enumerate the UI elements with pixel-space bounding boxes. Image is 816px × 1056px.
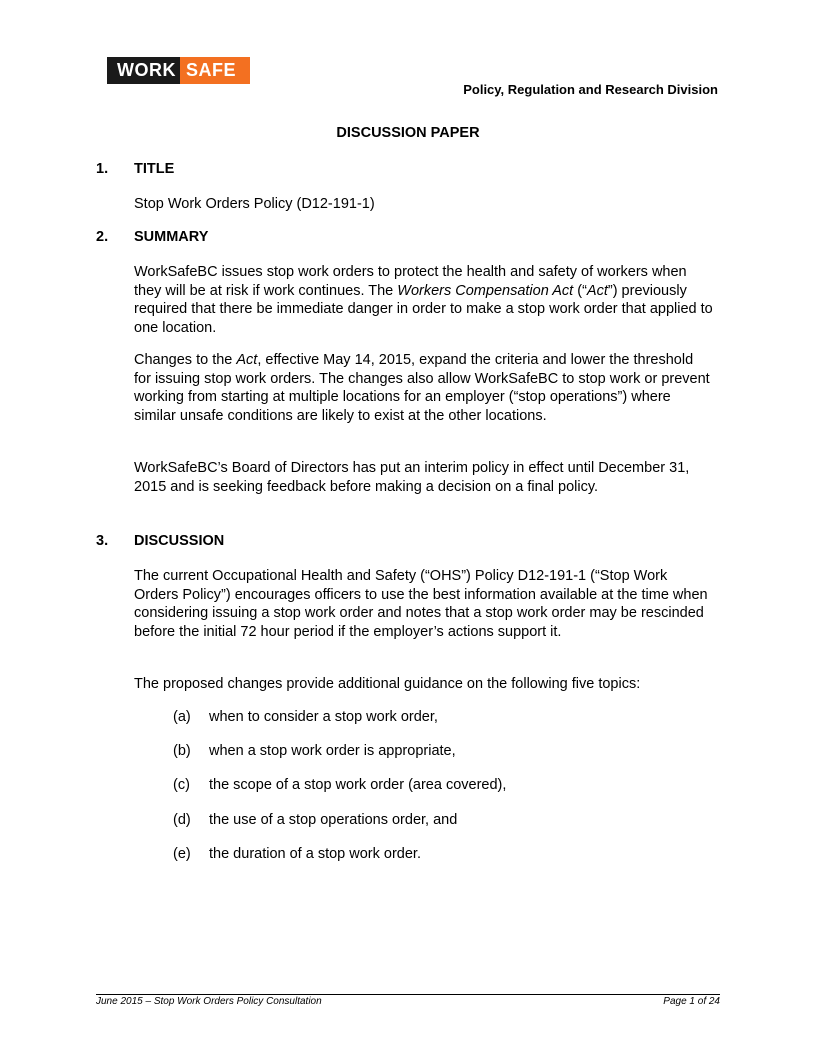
list-item xyxy=(173,812,457,828)
section-number: 1. xyxy=(96,161,109,177)
act-short: Act xyxy=(586,282,608,299)
text-run: (“ xyxy=(573,282,587,299)
list-item xyxy=(173,777,506,793)
section-number: 2. xyxy=(96,229,109,245)
text-run: ”) previously required that there be immediate danger in order to make a stop work order that applied to one location. xyxy=(134,282,713,336)
section-2-heading xyxy=(96,229,208,245)
section-number: 3. xyxy=(96,533,109,549)
list-text: the use of a stop operations order, and xyxy=(209,812,458,828)
section-3-heading xyxy=(96,533,224,549)
footer-divider xyxy=(96,994,720,995)
text-run: , effective May 14, 2015, expand the criteria and lower the threshold for issuing stop work orders. The changes also allow WorkSafeBC to stop work or prevent working from starting at multiple locations for an employer (“stop operations”) where similar unsafe conditions are likely to exist at the other locations. xyxy=(134,352,710,424)
list-letter: (b) xyxy=(173,743,191,759)
worksafebc-logo xyxy=(107,57,250,107)
footer-doc-title: June 2015 – Stop Work Orders Policy Consultation xyxy=(96,996,322,1007)
list-letter: (d) xyxy=(173,812,191,828)
list-item xyxy=(173,743,456,759)
section-1-paragraph: Stop Work Orders Policy (D12-191-1) xyxy=(134,196,375,212)
list-item xyxy=(173,846,421,862)
act-short: Act xyxy=(236,352,258,368)
section-title: SUMMARY xyxy=(134,229,209,245)
act-title: Workers Compensation Act xyxy=(397,282,574,299)
list-item xyxy=(173,709,438,725)
logo-work-text: WORK xyxy=(117,60,176,80)
discussion-paragraph-2: The proposed changes provide additional guidance on the following five topics: xyxy=(134,676,641,692)
section-1-heading xyxy=(96,161,174,177)
list-text: when a stop work order is appropriate, xyxy=(209,743,456,759)
page-number: Page 1 of 24 xyxy=(663,996,720,1007)
list-text: the duration of a stop work order. xyxy=(209,846,421,862)
list-letter: (e) xyxy=(173,846,191,862)
text-run: WorkSafeBC issues stop work orders to protect the health and safety of workers when they will be at risk if work continues. The xyxy=(134,264,687,299)
summary-paragraph-1 xyxy=(134,263,714,337)
list-letter: (c) xyxy=(173,777,190,793)
logo-safebc-text: SAFE BC xyxy=(180,57,250,84)
list-text: when to consider a stop work order, xyxy=(209,709,438,725)
division-name: Policy, Regulation and Research Division xyxy=(463,82,718,97)
discussion-paragraph-1: The current Occupational Health and Safety (“OHS”) Policy D12-191-1 (“Stop Work Orders Policy”) encourages officers to use the best information available at the time when considering issuing a stop work order and notes that a stop work order may be rescinded before the initial 72 hour period if the employer’s actions support it. xyxy=(134,568,708,640)
summary-paragraph-2 xyxy=(134,351,714,425)
section-title: TITLE xyxy=(134,161,175,177)
text-run: Changes to the xyxy=(134,352,237,368)
list-text: the scope of a stop work order (area covered), xyxy=(209,777,507,793)
document-title: DISCUSSION PAPER xyxy=(336,125,480,141)
summary-paragraph-3: WorkSafeBC’s Board of Directors has put an interim policy in effect until December 31, 2015 and is seeking feedback before making a decision on a final policy. xyxy=(134,460,690,495)
section-title: DISCUSSION xyxy=(134,533,225,549)
list-letter: (a) xyxy=(173,709,191,725)
